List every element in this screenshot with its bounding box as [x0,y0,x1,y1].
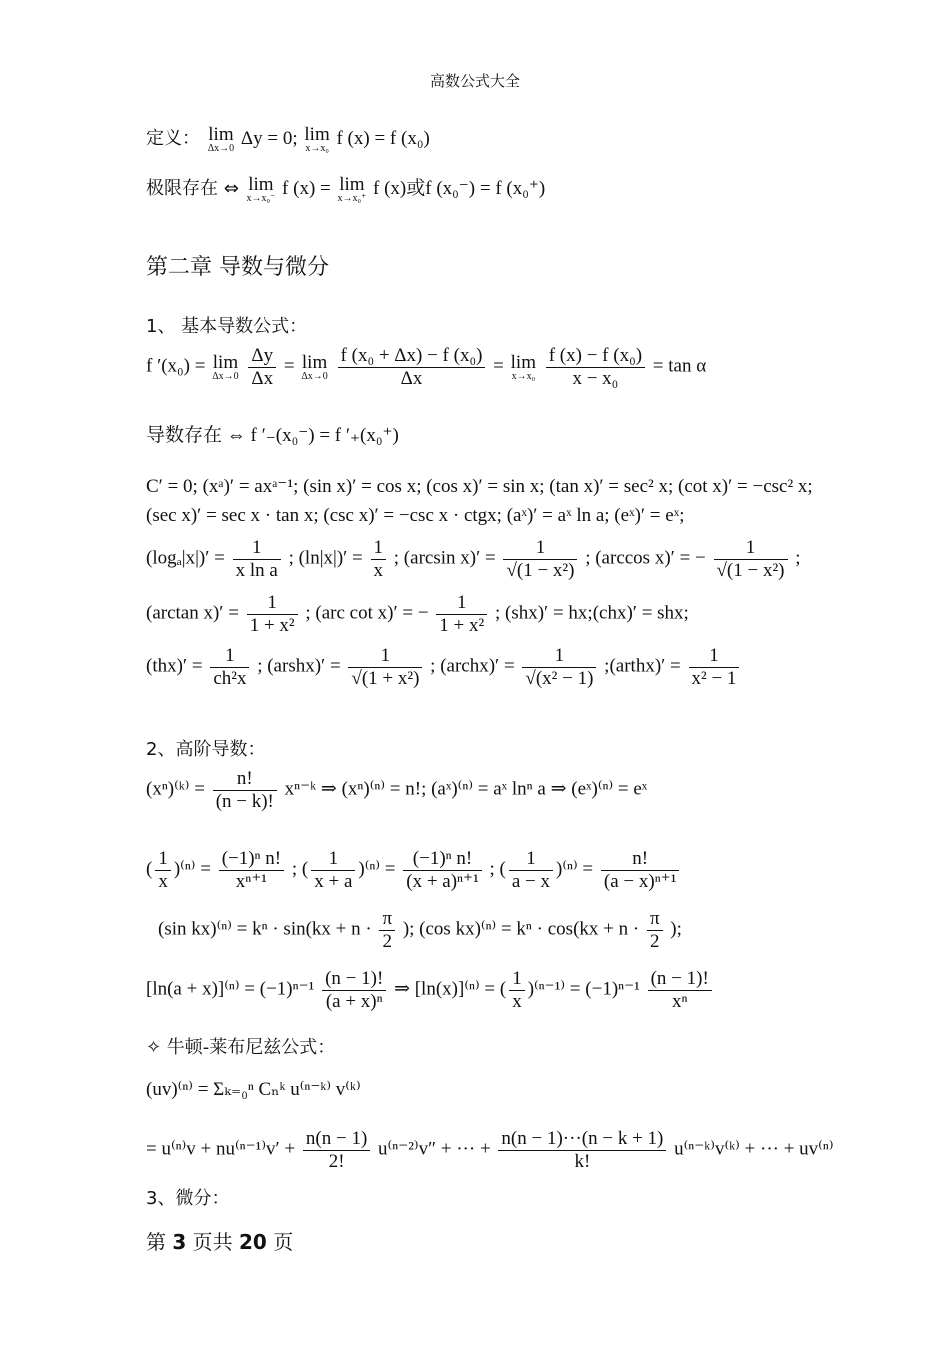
fraction: $\frac{\pi}{2}$ [647,908,663,953]
fraction: $\frac{(n - 1)!}{\text{xⁿ}}$ [648,968,712,1013]
total-pages: 20 [239,1230,267,1254]
definition-line [146,124,430,154]
fraction: $\frac{n!}{(n - k)!}$ [213,768,277,813]
page-number: 3 [172,1230,187,1254]
fraction: $\frac{1}{x + a}$ [311,848,355,893]
fraction: $\frac{n(n - 1)}{2!}$ [303,1128,370,1173]
limit: lim Δx→0 [301,351,328,382]
formula-part: f (x) = [282,178,336,199]
section-1-title: 1、 基本导数公式： [146,316,308,337]
fraction: $\frac{1}{\text{√(1 − x²)}}$ [714,537,788,582]
fraction: $\frac{n!}{\text{(a − x)ⁿ⁺¹}}$ [601,848,680,893]
leibniz-formula-1: (uv)⁽ⁿ⁾ = Σₖ₌₀ⁿ Cₙᵏ u⁽ⁿ⁻ᵏ⁾ v⁽ᵏ⁾ [146,1079,361,1100]
fraction: $\frac{1}{\text{x² − 1}}$ [689,645,740,690]
higher-derivative-row-4: [ln(a + x)]⁽ⁿ⁾ = (−1)ⁿ⁻¹ $\frac{(n - 1)!}{\text{(a + x)ⁿ}}$ ⇒ [ln(x)]⁽ⁿ⁾ = ( $\frac{1}{x}$ )⁽ⁿ⁻¹⁾ = (−1)ⁿ⁻¹ $\frac{(n - 1)!}{\text{xⁿ}}$ [146,968,715,1013]
page-footer: 第 3 页共 20 页 [146,1230,294,1254]
section-3-title: 3、微分： [146,1188,230,1209]
limit-exist-line [146,173,545,204]
limit: lim x→x₀⁺ [337,174,367,205]
fraction: $\frac{1}{x}$ [371,537,387,582]
derivative-row-5: (thx)′ = $\frac{1}{\text{ch²x}}$ ; (arshx)′ = $\frac{1}{\text{√(1 + x²)}}$ ; (archx)′ = $\frac{1}{\text{√(x² − 1)}}$ ;(arthx)′ = $\frac{1}{\text{x² − 1}}$ [146,645,742,690]
limit-exist-label: 极限存在 ⇔ [146,178,245,199]
fraction: $\frac{1}{\text{ch²x}}$ [210,645,249,690]
fraction: $\frac{1}{\text{1 + x²}}$ [436,592,487,637]
derivative-definition: f ′(x₀) = lim Δx→0 $\frac{\Delta y}{\Delta x}$ = lim Δx→0 $\frac{\text{f (x₀ + Δx) − f (x₀)}}{\Delta x}$ = lim x→x₀ $\frac{\text{f (x) − f (x₀)}}{\text{x − x₀}}$ = tan α [146,345,707,389]
limit: lim x→x₀ [304,124,330,155]
fraction: $\frac{\text{f (x) − f (x₀)}}{\text{x − x₀}}$ [546,345,645,390]
fraction: $\frac{\text{f (x₀ + Δx) − f (x₀)}}{\Delta x}$ [338,345,486,390]
higher-derivative-row-2: ( $\frac{1}{x}$ )⁽ⁿ⁾ = $\frac{\text{(−1)ⁿ n!}}{\text{xⁿ⁺¹}}$ ; ( $\frac{1}{x + a}$ )⁽ⁿ⁾ = $\frac{\text{(−1)ⁿ n!}}{\text{(x + a)ⁿ⁺¹}}$ ; ( $\frac{1}{a - x}$ )⁽ⁿ⁾ = $\frac{n!}{\text{(a − x)ⁿ⁺¹}}$ [146,848,682,893]
fraction: $\frac{n(n - 1)\cdot\cdot\cdot(n - k + 1)}{k!}$ [498,1128,666,1173]
fraction: $\frac{\pi}{2}$ [379,908,395,953]
fraction: $\frac{\Delta y}{\Delta x}$ [248,345,276,390]
limit: lim Δx→0 [207,124,235,155]
formula-part: f (x)或f (x₀⁻) = f (x₀⁺) [373,178,546,199]
fraction: $\frac{1}{\text{√(1 − x²)}}$ [503,537,577,582]
limit: lim x→x₀ [510,351,536,382]
fraction: $\frac{\text{(−1)ⁿ n!}}{\text{xⁿ⁺¹}}$ [219,848,284,893]
fraction: $\frac{1}{\text{√(x² − 1)}}$ [522,645,596,690]
derivative-row-1: C′ = 0; (xᵃ)′ = axᵃ⁻¹; (sin x)′ = cos x; (cos x)′ = sin x; (tan x)′ = sec² x; (cot x)′ = −csc² x; [146,476,813,497]
limit: lim x→x₀⁻ [246,174,276,205]
fraction: $\frac{1}{\text{1 + x²}}$ [247,592,298,637]
fraction: $\frac{\text{(−1)ⁿ n!}}{\text{(x + a)ⁿ⁺¹}}$ [403,848,482,893]
formula-part: f (x) = f (x₀) [336,128,430,149]
higher-derivative-row-1: (xⁿ)⁽ᵏ⁾ = $\frac{n!}{(n - k)!}$ xⁿ⁻ᵏ ⇒ (xⁿ)⁽ⁿ⁾ = n!; (aˣ)⁽ⁿ⁾ = aˣ lnⁿ a ⇒ (eˣ)⁽ⁿ⁾ = eˣ [146,768,648,812]
definition-label: 定义： [146,128,200,149]
fraction: $\frac{1}{\text{√(1 + x²)}}$ [348,645,422,690]
chapter-title: 第二章 导数与微分 [146,255,329,280]
higher-derivative-row-3: (sin kx)⁽ⁿ⁾ = kⁿ · sin(kx + n · $\frac{\pi}{2}$ ); (cos kx)⁽ⁿ⁾ = kⁿ · cos(kx + n · $\frac{\pi}{2}$ ); [158,908,682,952]
derivative-row-3: (logₐ|x|)′ = $\frac{1}{\text{x ln a}}$ ; (ln|x|)′ = $\frac{1}{x}$ ; (arcsin x)′ = $\frac{1}{\text{√(1 − x²)}}$ ; (arccos x)′ = − $\frac{1}{\text{√(1 − x²)}}$ ; [146,537,801,581]
formula-part: Δy = 0; [240,128,303,149]
leibniz-title: ✧ 牛顿-莱布尼兹公式： [146,1037,336,1058]
derivative-row-2: (sec x)′ = sec x · tan x; (csc x)′ = −csc x · ctgx; (aˣ)′ = aˣ ln a; (eˣ)′ = eˣ; [146,505,685,526]
limit: lim Δx→0 [212,351,239,382]
page-header: 高数公式大全 [429,72,520,90]
section-2-title: 2、高阶导数： [146,739,266,760]
formula-part: = tan α [652,355,707,377]
fraction: $\frac{(n - 1)!}{\text{(a + x)ⁿ}}$ [322,968,386,1013]
leibniz-formula-2: = u⁽ⁿ⁾v + nu⁽ⁿ⁻¹⁾v′ + $\frac{n(n - 1)}{2!}$ u⁽ⁿ⁻²⁾v″ + ··· + $\frac{n(n - 1)\cdot\cdot\cdot(n - k + 1)}{k!}$ u⁽ⁿ⁻ᵏ⁾v⁽ᵏ⁾ + ··· + uv⁽ⁿ⁾ [146,1128,834,1172]
fraction: $\frac{1}{x}$ [509,968,525,1013]
derivative-exists-line: 导数存在 ⇔ f ′₋(x₀⁻) = f ′₊(x₀⁺) [146,425,399,446]
fraction: $\frac{1}{a - x}$ [509,848,553,893]
fraction: $\frac{1}{x}$ [155,848,171,893]
fraction: $\frac{1}{\text{x ln a}}$ [233,537,281,582]
formula-part: f ′(x₀) = [146,355,211,377]
derivative-row-4: (arctan x)′ = $\frac{1}{\text{1 + x²}}$ ; (arc cot x)′ = − $\frac{1}{\text{1 + x²}}$ ; (shx)′ = hx;(chx)′ = shx; [146,592,689,636]
